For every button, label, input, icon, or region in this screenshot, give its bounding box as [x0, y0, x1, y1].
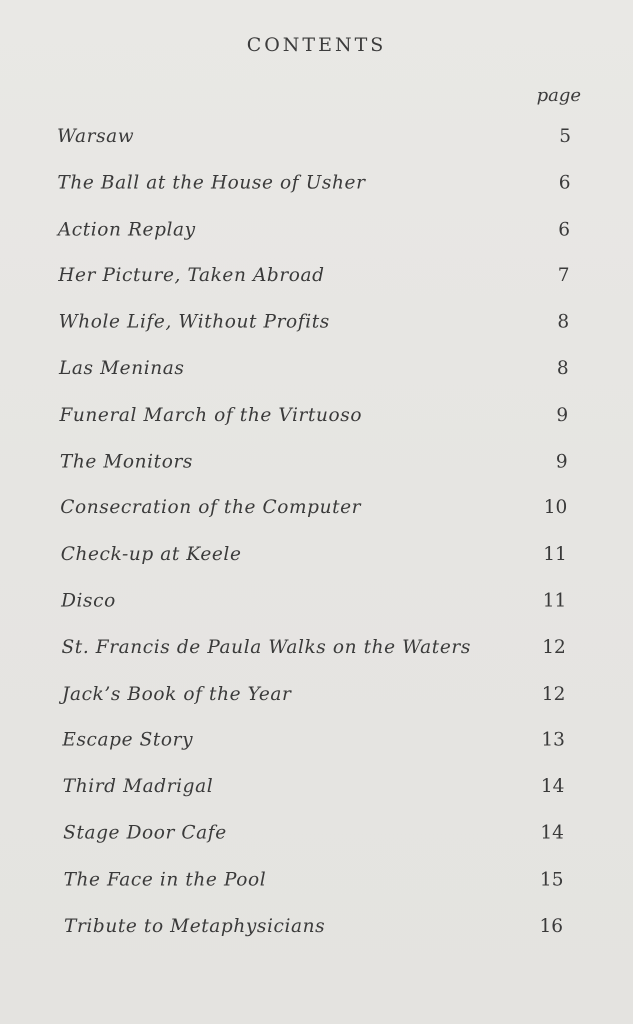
toc-entry [0, 126, 633, 173]
toc-entry [0, 637, 633, 684]
toc-entry-page: 5 [559, 126, 571, 147]
toc-entry [0, 776, 633, 823]
toc-entry-title: The Face in the Pool [63, 869, 267, 891]
toc-entry-title: Whole Life, Without Profits [58, 311, 330, 333]
toc-entry [0, 265, 633, 312]
table-of-contents [0, 126, 633, 968]
toc-entry-title: Escape Story [62, 729, 194, 751]
toc-entry [0, 172, 633, 219]
toc-entry [0, 358, 633, 405]
toc-entry [0, 730, 633, 777]
toc-entry-page: 6 [558, 218, 571, 240]
toc-entry-page: 14 [540, 822, 564, 844]
toc-entry-title: Jack’s Book of the Year [61, 683, 292, 705]
toc-entry-page: 8 [556, 358, 569, 380]
toc-entry-title: Consecration of the Computer [60, 497, 362, 519]
toc-entry [0, 869, 633, 916]
page-column-label: page [536, 85, 581, 106]
toc-entry [0, 683, 633, 730]
toc-entry-page: 9 [556, 404, 569, 426]
toc-entry-page: 15 [539, 869, 564, 891]
toc-entry-page: 12 [541, 683, 566, 705]
toc-entry-title: Las Meninas [59, 358, 185, 380]
toc-entry-page: 9 [555, 451, 568, 473]
toc-entry [0, 823, 633, 870]
toc-entry-page: 13 [541, 729, 565, 751]
toc-entry [0, 544, 633, 591]
toc-entry-page: 11 [542, 590, 567, 612]
toc-entry-page: 11 [543, 543, 567, 565]
toc-entry-page: 6 [558, 172, 571, 194]
toc-entry-page: 10 [543, 497, 568, 519]
toc-entry [0, 590, 633, 637]
toc-entry [0, 498, 633, 545]
toc-entry-title: Action Replay [57, 218, 196, 240]
toc-entry [0, 219, 633, 266]
toc-entry-title: The Ball at the House of Usher [57, 172, 366, 194]
toc-entry-title: Warsaw [57, 126, 135, 147]
toc-entry-title: Third Madrigal [62, 776, 214, 798]
toc-entry [0, 405, 633, 452]
toc-entry-page: 7 [557, 265, 570, 287]
toc-entry-title: Stage Door Cafe [63, 822, 227, 844]
toc-entry-page: 14 [540, 776, 565, 798]
toc-entry-title: Funeral March of the Virtuoso [59, 404, 363, 426]
toc-entry [0, 451, 633, 498]
toc-entry-title: Disco [61, 590, 116, 612]
contents-heading: CONTENTS [246, 34, 387, 56]
toc-entry-title: Check-up at Keele [60, 543, 242, 565]
toc-entry [0, 312, 633, 359]
toc-entry-page: 16 [539, 915, 563, 937]
toc-entry-title: The Monitors [59, 451, 193, 473]
toc-entry-title: Her Picture, Taken Abroad [58, 265, 325, 287]
toc-entry-title: Tribute to Metaphysicians [64, 915, 326, 937]
toc-entry-title: St. Francis de Paula Walks on the Waters [61, 636, 471, 658]
toc-entry-page: 12 [542, 636, 566, 658]
toc-entry-page: 8 [557, 311, 570, 333]
toc-entry [0, 916, 633, 963]
